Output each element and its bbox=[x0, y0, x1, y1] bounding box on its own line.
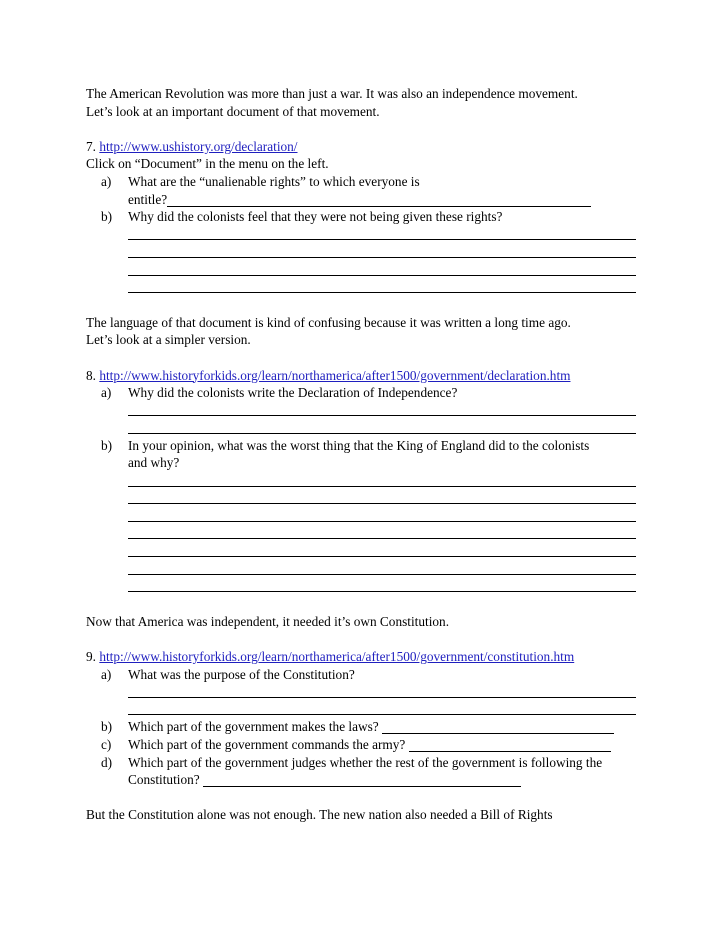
question-9-header bbox=[86, 648, 642, 666]
question-7b-text: Why did the colonists feel that they were not being given these rights? bbox=[128, 209, 503, 225]
question-8-number: 8. bbox=[86, 367, 96, 383]
question-7a bbox=[86, 173, 642, 191]
answer-blank-9b[interactable] bbox=[382, 720, 614, 734]
answer-line[interactable] bbox=[128, 578, 636, 596]
question-8a bbox=[86, 384, 642, 402]
intro-line-1: The American Revolution was more than just a war. It was also an independence movement. bbox=[86, 86, 578, 101]
answer-line[interactable] bbox=[128, 683, 636, 701]
answer-line[interactable] bbox=[128, 542, 636, 560]
question-9c-text: Which part of the government commands the army? bbox=[128, 736, 406, 752]
question-8a-text: Why did the colonists write the Declaration of Independence? bbox=[128, 385, 458, 401]
answer-line[interactable] bbox=[128, 525, 636, 543]
question-9b-text: Which part of the government makes the laws? bbox=[128, 719, 379, 735]
answer-line[interactable] bbox=[128, 419, 636, 437]
question-9-link[interactable]: http://www.historyforkids.org/learn/northamerica/after1500/government/constitution.htm bbox=[99, 649, 575, 664]
intro-line-2: Let’s look at an important document of that movement. bbox=[86, 103, 380, 119]
question-9b-label: b) bbox=[101, 719, 113, 735]
question-8b-text: In your opinion, what was the worst thing that the King of England did to the colonists bbox=[128, 437, 590, 453]
answer-line[interactable] bbox=[128, 226, 636, 244]
question-9-number: 9. bbox=[86, 649, 96, 664]
mid-paragraph-line-1: The language of that document is kind of confusing because it was written a long time ago. bbox=[86, 314, 571, 330]
question-7b bbox=[86, 208, 642, 226]
question-9c bbox=[86, 736, 642, 754]
answer-line[interactable] bbox=[128, 472, 636, 490]
question-9d bbox=[86, 754, 642, 772]
question-7b-label: b) bbox=[101, 209, 113, 225]
question-7-link[interactable]: http://www.ushistory.org/declaration/ bbox=[99, 138, 298, 154]
mid-paragraph-line-2: Let’s look at a simpler version. bbox=[86, 332, 251, 348]
question-9a-text: What was the purpose of the Constitution? bbox=[128, 666, 355, 682]
question-8a-label: a) bbox=[101, 385, 112, 401]
closing-paragraph: But the Constitution alone was not enough. The new nation also needed a Bill of Rights bbox=[86, 807, 553, 823]
question-8-header bbox=[86, 367, 642, 385]
answer-line[interactable] bbox=[128, 560, 636, 578]
answer-blank-9d[interactable] bbox=[203, 773, 521, 787]
answer-line[interactable] bbox=[128, 261, 636, 279]
answer-line[interactable] bbox=[128, 701, 636, 719]
question-7-header bbox=[86, 138, 642, 156]
question-7-number: 7. bbox=[86, 138, 96, 154]
question-9d-text: Which part of the government judges whether the rest of the government is following the bbox=[128, 754, 603, 770]
question-9a bbox=[86, 666, 642, 684]
question-9d-text-2: Constitution? bbox=[128, 772, 200, 788]
question-8-link[interactable]: http://www.historyforkids.org/learn/northamerica/after1500/government/declaration.htm bbox=[99, 367, 571, 383]
answer-line[interactable] bbox=[128, 243, 636, 261]
worksheet bbox=[86, 85, 642, 824]
answer-blank-9c[interactable] bbox=[409, 738, 611, 752]
answer-line[interactable] bbox=[128, 490, 636, 508]
question-9d-continued bbox=[86, 771, 642, 789]
question-7a-continued bbox=[86, 191, 642, 209]
question-7a-label: a) bbox=[101, 173, 112, 189]
question-8b-label: b) bbox=[101, 437, 113, 453]
mid-paragraph-2: Now that America was independent, it needed it’s own Constitution. bbox=[86, 613, 450, 629]
answer-line[interactable] bbox=[128, 507, 636, 525]
answer-line[interactable] bbox=[128, 279, 636, 297]
answer-blank-7a[interactable] bbox=[167, 193, 591, 207]
question-7-instruction: Click on “Document” in the menu on the left. bbox=[86, 156, 329, 172]
question-7a-text: What are the “unalienable rights” to which everyone is bbox=[128, 173, 420, 189]
answer-line[interactable] bbox=[128, 402, 636, 420]
question-9c-label: c) bbox=[101, 736, 112, 752]
question-7a-text-2: entitle? bbox=[128, 191, 168, 207]
question-9d-label: d) bbox=[101, 754, 113, 770]
question-9b bbox=[86, 718, 642, 736]
question-8b bbox=[86, 437, 642, 455]
question-8b-continued: and why? bbox=[128, 455, 180, 471]
question-9a-label: a) bbox=[101, 666, 112, 682]
